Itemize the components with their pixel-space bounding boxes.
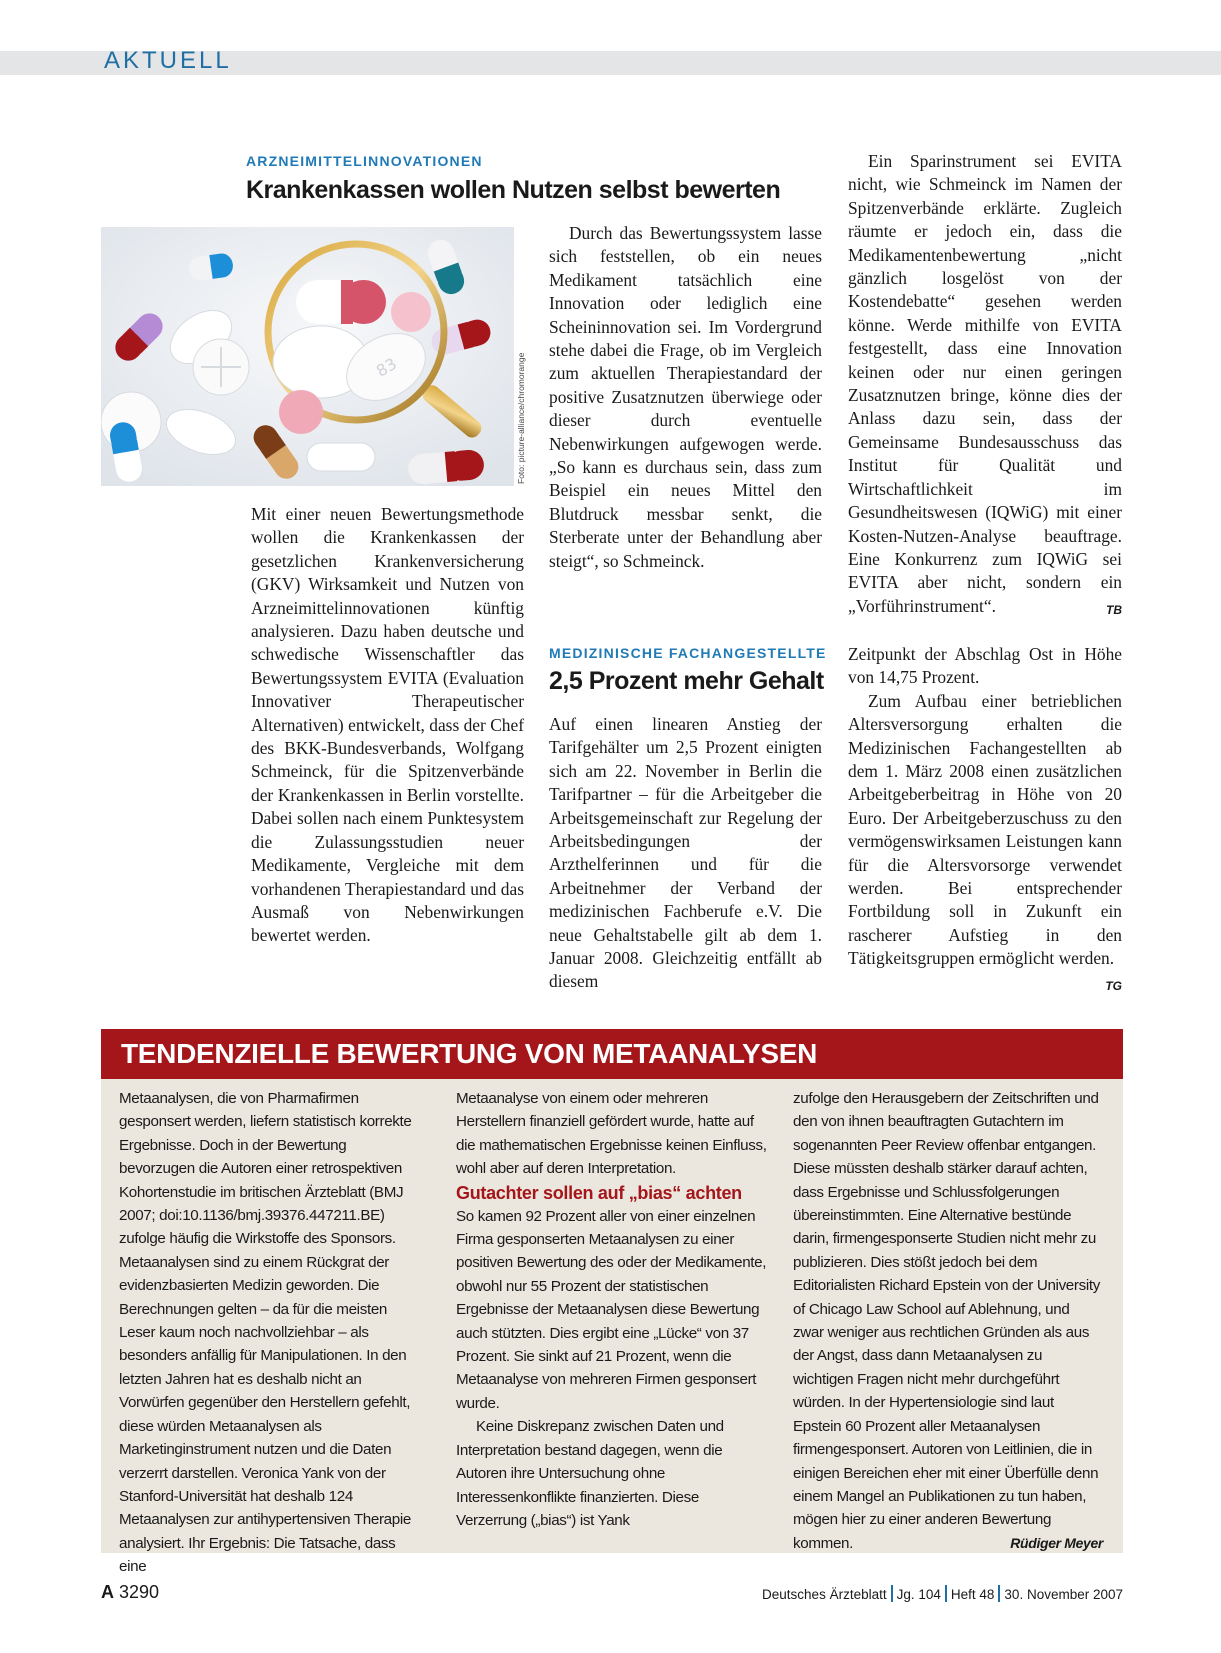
article2-paragraph-3-text: Zum Aufbau einer betrieblichen Altersversorgung erhalten die Medizinischen Fachangestellten ab dem 1. März 2008 einen zusätzlichen Arbeitgeberbeitrag in Höhe von 20 Euro. Der Arbeitgeberzuschuss zu den vermögenswirksamen Leistungen kann für die Altersvorsorge verwendet werden. Bei entsprechender Fortbildung soll in Zukunft ein rascherer Aufstieg in den Tätigkeitsgruppen ermöglicht werden. bbox=[848, 690, 1122, 969]
info-box-paragraph-2: Metaanalyse von einem oder mehreren Herstellern finanziell gefördert wurde, hatte auf die mathematischen Ergebnisse keinen Einfluss, wohl aber auf deren Interpretation. bbox=[456, 1090, 767, 1178]
info-box-column-1 bbox=[119, 1087, 424, 1579]
info-box bbox=[101, 1029, 1123, 1576]
article2-paragraph-2: Zeitpunkt der Abschlag Ost in Höhe von 14,75 Prozent. bbox=[848, 644, 1122, 688]
article2-signature: TG bbox=[1105, 978, 1122, 993]
page-number-value: 3290 bbox=[119, 1582, 160, 1602]
info-box-header bbox=[101, 1029, 1123, 1079]
info-box-title: TENDENZIELLE BEWERTUNG VON METAANALYSEN bbox=[121, 1038, 818, 1069]
journal-issue: Heft 48 bbox=[950, 1587, 995, 1602]
svg-text:83: 83 bbox=[372, 354, 400, 381]
article1-column-3 bbox=[848, 150, 1122, 622]
info-box-paragraph-5 bbox=[793, 1087, 1103, 1555]
page-prefix: A bbox=[101, 1582, 114, 1602]
article2-title: 2,5 Prozent mehr Gehalt bbox=[549, 667, 824, 695]
journal-citation bbox=[762, 1585, 1123, 1602]
article1-title: Krankenkassen wollen Nutzen selbst bewerten bbox=[246, 176, 781, 204]
article1-column-1 bbox=[251, 503, 524, 948]
journal-date: 30. November 2007 bbox=[1004, 1587, 1123, 1602]
page-number bbox=[101, 1582, 159, 1603]
article1-signature: TB bbox=[1106, 602, 1122, 617]
separator bbox=[998, 1585, 1000, 1602]
article1-paragraph-1: Mit einer neuen Bewertungsmethode wollen die Krankenkassen der gesetzlichen Krankenversicherung (GKV) Wirksamkeit und Nutzen von Arzneimittelinnovationen künftig analysieren. Dazu haben deutsche und schwedische Wissenschaftler das Bewertungssystem EVITA (Evaluation Innovativer Therapeutischer Alternativen) entwickelt, dass der Chef des BKK-Bundesverbands, Wolfgang Schmeinck, für die Spitzenverbände der Krankenkassen in Berlin vorstellte. Dabei sollen nach einem Punktesystem die Zulassungsstudien neuer Medikamente, Vergleiche mit dem vorhandenen Therapiestandard und das Ausmaß von Nebenwirkungen bewertet werden. bbox=[251, 504, 524, 946]
journal-volume: Jg. 104 bbox=[896, 1587, 941, 1602]
article1-paragraph-3 bbox=[848, 150, 1122, 618]
article2-kicker: MEDIZINISCHE FACHANGESTELLTE bbox=[549, 645, 827, 661]
article1-kicker: ARZNEIMITTELINNOVATIONEN bbox=[246, 153, 483, 169]
separator bbox=[945, 1585, 947, 1602]
info-box-paragraph-4: Keine Diskrepanz zwischen Daten und Interpretation bestand dagegen, wenn die Autoren ihre Untersuchung ohne Interessenkonflikte finanzierten. Diese Verzerrung („bias“) ist Yank bbox=[456, 1418, 724, 1529]
info-box-paragraph-1: Metaanalysen, die von Pharmafirmen gesponsert werden, liefern statistisch korrekte Ergebnisse. Doch in der Bewertung bevorzugen die Autoren einer retrospektiven Kohortenstudie im britischen Ärzteblatt (BMJ 2007; doi:10.1136/bmj.39376.447211.BE) zufolge häufig die Wirkstoffe des Sponsors. Metaanalysen sind zu einem Rückgrat der evidenzbasierten Medizin geworden. Die Berechnungen gelten – da für die meisten Leser kaum noch nachvollziehbar – als besonders anfällig für Manipulationen. In den letzten Jahren hat es deshalb nicht an Vorwürfen gegenüber den Herstellern gefehlt, diese würden Metaanalysen als Marketinginstrument nutzen und die Daten verzerrt darstellen. Veronica Yank von der Stanford-Universität hat deshalb 124 Metaanalysen zur antihypertensiven Therapie analysiert. Ihr Ergebnis: Die Tatsache, dass eine bbox=[119, 1090, 412, 1576]
info-box-paragraph-5-text: zufolge den Herausgebern der Zeitschriften und den von ihnen beauftragten Gutachtern im sogenannten Peer Review offenbar entgangen. Diese müssten deshalb stärker darauf achten, dass Ergebnisse und Schlussfolgerungen übereinstimmten. Eine Alternative bestünde darin, firmengesponserte Studien nicht mehr zu publizieren. Dies stößt jedoch bei dem Editorialisten Richard Epstein von der University of Chicago Law School auf Ablehnung, und zwar weniger aus rechtlichen Gründen als aus der Angst, dass dann Metaanalysen zu wichtigen Fragen nicht mehr durchgeführt würden. In der Hypertensiologie sind laut Epstein 60 Prozent aller Metaanalysen firmengesponsert. Autoren von Leitlinien, die in einigen Bereichen eher mit einer Überfülle denn einem Mangel an Publikationen zu tun haben, mögen hier zu einer anderen Bewertung kommen. bbox=[793, 1090, 1100, 1552]
article1-column-2 bbox=[549, 222, 822, 573]
info-box-subhead: Gutachter sollen auf „bias“ achten bbox=[456, 1182, 742, 1203]
info-box-column-3 bbox=[793, 1087, 1103, 1555]
article1-paragraph-2: Durch das Bewertungssystem lasse sich feststellen, ob ein neues Medikament tatsächlich eine Innovation oder lediglich eine Scheininnovation sei. Im Vordergrund stehe dabei die Frage, ob im Vergleich zum aktuellen Therapiestandard der positive Zusatznutzen überwiege oder dieser durch eventuelle Nebenwirkungen aufgewogen werde. „So kann es durchaus sein, dass zum Beispiel ein neues Mittel den Blutdruck messbar senkt, die Sterberate unter der Behandlung aber steigt“, so Schmeinck. bbox=[549, 223, 822, 571]
photo-credit: Foto: picture-alliance/chromorange bbox=[516, 352, 526, 484]
section-label: AKTUELL bbox=[104, 47, 232, 74]
pills-illustration bbox=[101, 227, 514, 486]
article2-paragraph-3 bbox=[848, 690, 1122, 993]
article1-paragraph-3-text: Ein Sparinstrument sei EVITA nicht, wie Schmeinck im Namen der Spitzenverbände erklärte. Zugleich räumte er jedoch ein, dass die Medikamentenbewertung „nicht gänzlich losgelöst von der Kostendebatte“ gesehen werden könne. Werde mithilfe von EVITA festgestellt, dass eine Innovation keinen oder nur einen geringen Zusatznutzen bringe, könne dies der Anlass dazu sein, dass der Gemeinsame Bundesausschuss das Institut für Qualität und Wirtschaftlichkeit im Gesundheitswesen (IQWiG) mit einer Kosten-Nutzen-Analyse beauftrage. Eine Konkurrenz zum IQWiG sei EVITA aber nicht, sondern ein „Vorführinstrument“. bbox=[848, 151, 1122, 616]
pills-magnifier-photo bbox=[101, 227, 514, 486]
article2-column-2 bbox=[848, 643, 1122, 998]
journal-name: Deutsches Ärzteblatt bbox=[762, 1587, 887, 1602]
info-box-paragraph-3: So kamen 92 Prozent aller von einer einzelnen Firma gesponserten Metaanalysen zu einer positiven Bewertung des oder der Medikamente, obwohl nur 55 Prozent der statistischen Ergebnisse der Metaanalysen diese Bewertung auch stützten. Dies ergibt eine „Lücke“ von 37 Prozent. Sie sinkt auf 21 Prozent, wenn die Metaanalyse von mehreren Firmen gesponsert wurde. bbox=[456, 1207, 767, 1412]
article2-paragraph-1: Auf einen linearen Anstieg der Tarifgehälter um 2,5 Prozent einigten sich am 22. November in Berlin die Tarifpartner – für die Arbeitgeber die Arbeitsgemeinschaft zur Regelung der Arbeitsbedingungen der Arzthelferinnen und für die Arbeitnehmer der Verband der medizinischen Fachberufe e.V. Die neue Gehaltstabelle gilt ab dem 1. Januar 2008. Gleichzeitig entfällt ab diesem bbox=[549, 714, 822, 992]
info-box-column-2 bbox=[456, 1087, 771, 1532]
info-box-author: Rüdiger Meyer bbox=[1010, 1534, 1103, 1551]
separator bbox=[891, 1585, 893, 1602]
article2-column-1 bbox=[549, 713, 822, 994]
